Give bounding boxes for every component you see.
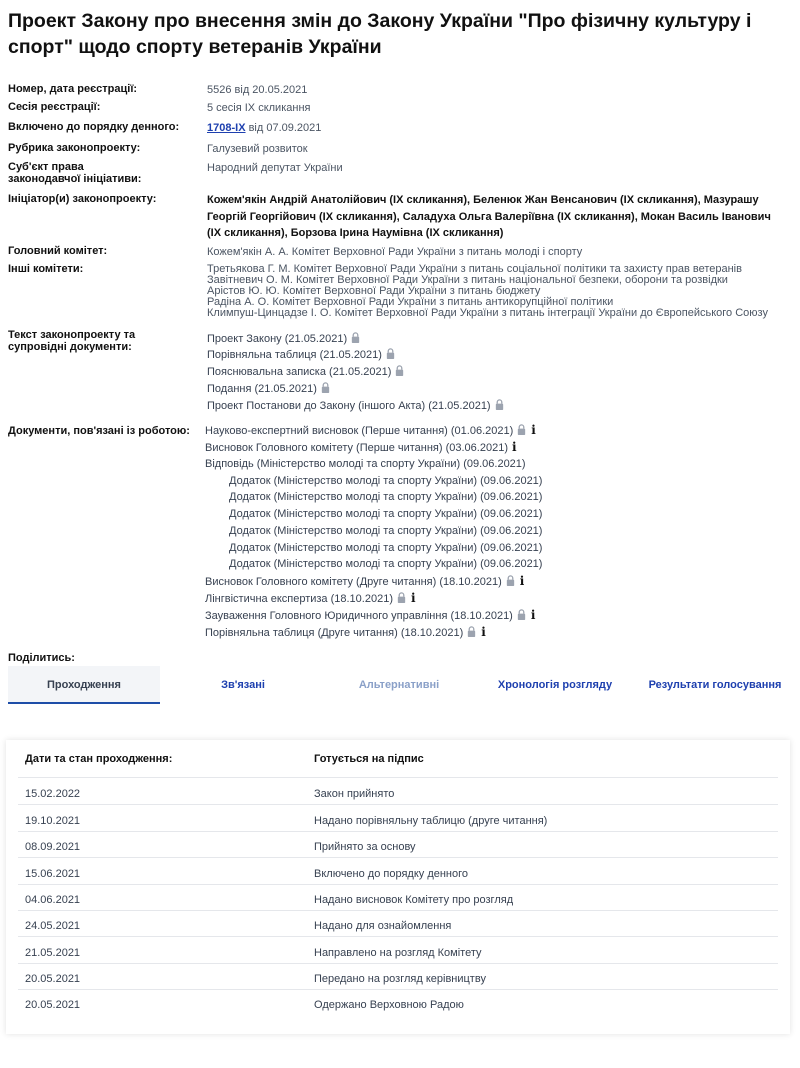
table-row <box>18 778 778 805</box>
lock-icon <box>396 592 407 603</box>
session-label: Сесія реєстрації: <box>8 101 101 113</box>
session-value: 5 сесія IX скликання <box>207 102 311 114</box>
lock-icon <box>494 399 505 410</box>
table-header <box>18 740 778 778</box>
doc-link[interactable]: Порівняльна таблиця (Друге читання) (18.10.2021) <box>205 627 464 639</box>
doc-link[interactable]: Додаток (Міністерство молоді та спорту України) (09.06.2021) <box>229 491 543 503</box>
lock-icon <box>350 332 361 343</box>
table-row <box>18 805 778 832</box>
other-committee-item: Радіна А. О. Комітет Верховної Ради України з питань антикорупційної політики <box>207 296 614 308</box>
doc-link[interactable]: Додаток (Міністерство молоді та спорту України) (09.06.2021) <box>229 542 543 554</box>
other-committees-list <box>207 264 797 319</box>
row-status: Прийнято за основу <box>314 841 416 853</box>
tab-passage[interactable]: Проходження <box>8 666 160 704</box>
lock-icon <box>516 609 527 620</box>
tabs-bar <box>8 666 792 704</box>
table-row <box>18 937 778 964</box>
table-row <box>18 884 778 911</box>
work-doc-item[interactable] <box>205 423 536 438</box>
subject-value: Народний депутат України <box>207 162 343 174</box>
main-committee-value: Кожем'якін А. А. Комітет Верховної Ради України з питань молоді і спорту <box>207 246 583 258</box>
rubric-value: Галузевий розвиток <box>207 143 308 155</box>
doc-link[interactable]: Проект Постанови до Закону (іншого Акта) (21.05.2021) <box>207 400 491 412</box>
header-status: Готується на підпис <box>314 753 424 765</box>
other-committee-item: Климпуш-Цинцадзе І. О. Комітет Верховної Ради України з питань інтеграції України до Європейського Союзу <box>207 307 768 319</box>
work-doc-item[interactable] <box>229 524 542 538</box>
doc-link[interactable]: Проект Закону (21.05.2021) <box>207 333 348 345</box>
table-row <box>18 910 778 937</box>
doc-item[interactable] <box>207 399 505 413</box>
doc-link[interactable]: Додаток (Міністерство молоді та спорту України) (09.06.2021) <box>229 558 543 570</box>
doc-link[interactable]: Науково-експертний висновок (Перше читання) (01.06.2021) <box>205 425 514 437</box>
tab-voting-results[interactable]: Результати голосування <box>648 679 782 691</box>
row-date: 20.05.2021 <box>25 973 81 985</box>
row-status: Надано висновок Комітету про розгляд <box>314 894 514 906</box>
docs-label: Текст законопроекту та супровідні документи: <box>8 329 136 353</box>
work-doc-item[interactable] <box>205 574 524 589</box>
row-date: 08.09.2021 <box>25 841 81 853</box>
row-status: Направлено на розгляд Комітету <box>314 947 482 959</box>
agenda-label: Включено до порядку денного: <box>8 121 180 133</box>
initiators-value: Кожем'якін Андрій Анатолійович (IX скликання), Беленюк Жан Венсанович (IX скликання), Мазурашу Георгій Георгійович (IX скликання), Саладуха Ольга Валеріївна (IX скликання), Мокан Василь Іванович (IX скликання), Борзова Ірина Наумівна (IX скликання) <box>207 194 771 239</box>
info-icon[interactable]: i <box>531 423 536 437</box>
passage-panel <box>6 740 790 1034</box>
other-committees-label: Інші комітети: <box>8 263 84 275</box>
work-doc-item[interactable] <box>205 625 486 640</box>
doc-link[interactable]: Відповідь (Міністерство молоді та спорту України) (09.06.2021) <box>205 458 526 470</box>
other-committee-item: Арістов Ю. Ю. Комітет Верховної Ради України з питань бюджету <box>207 285 541 297</box>
tab-chronology[interactable]: Хронологія розгляду <box>497 679 613 691</box>
doc-link[interactable]: Висновок Головного комітету (Перше читання) (03.06.2021) <box>205 442 508 454</box>
subject-label: Суб'єкт права законодавчої ініціативи: <box>8 161 142 185</box>
info-icon[interactable]: i <box>519 574 525 588</box>
other-committee-item: Третьякова Г. М. Комітет Верховної Ради України з питань соціальної політики та захисту прав ветеранів <box>207 263 742 275</box>
row-date: 24.05.2021 <box>25 920 81 932</box>
reg-value: 5526 від 20.05.2021 <box>207 84 308 96</box>
agenda-link[interactable]: 1708-IX <box>207 122 246 134</box>
reg-label: Номер, дата реєстрації: <box>8 83 138 95</box>
work-doc-item[interactable] <box>205 457 526 471</box>
lock-icon <box>466 626 477 637</box>
initiators-label: Ініціатор(и) законопроекту: <box>8 193 157 205</box>
agenda-date: від 07.09.2021 <box>245 122 322 134</box>
doc-link[interactable]: Лінгвістична експертиза (18.10.2021) <box>205 593 393 605</box>
tab-related[interactable]: Зв'язані <box>221 679 265 691</box>
info-icon[interactable]: i <box>530 608 536 622</box>
doc-link[interactable]: Зауваження Головного Юридичного управління (18.10.2021) <box>205 610 513 622</box>
work-doc-item[interactable] <box>229 557 542 571</box>
table-row <box>18 963 778 990</box>
doc-link[interactable]: Висновок Головного комітету (Друге читання) (18.10.2021) <box>205 576 502 588</box>
info-icon[interactable]: i <box>511 440 517 454</box>
row-status: Надано для ознайомлення <box>314 920 452 932</box>
doc-link[interactable]: Додаток (Міністерство молоді та спорту України) (09.06.2021) <box>229 525 543 537</box>
row-date: 04.06.2021 <box>25 894 81 906</box>
row-date: 21.05.2021 <box>25 947 81 959</box>
doc-link[interactable]: Пояснювальна записка (21.05.2021) <box>207 366 392 378</box>
table-row <box>18 989 778 1015</box>
doc-item[interactable] <box>207 348 396 362</box>
info-icon[interactable]: i <box>410 591 416 605</box>
other-committee-item: Завітневич О. М. Комітет Верховної Ради України з питань національної безпеки, оборони та розвідки <box>207 274 728 286</box>
tab-alternative[interactable]: Альтернативні <box>358 679 440 691</box>
table-row <box>18 831 778 858</box>
work-docs-label: Документи, пов'язані із роботою: <box>8 425 190 437</box>
row-status: Передано на розгляд керівництву <box>314 973 486 985</box>
work-doc-item[interactable] <box>229 474 542 488</box>
lock-icon <box>385 348 396 359</box>
share-label: Поділитись: <box>8 652 75 664</box>
row-status: Закон прийнято <box>314 788 395 800</box>
work-doc-item[interactable] <box>205 440 517 455</box>
doc-item[interactable] <box>207 332 361 346</box>
doc-link[interactable]: Подання (21.05.2021) <box>207 383 317 395</box>
page-title: Проект Закону про внесення змін до Закону України "Про фізичну культуру і спорт" щодо спорту ветеранів України <box>8 10 752 58</box>
main-committee-label: Головний комітет: <box>8 245 108 257</box>
row-date: 15.02.2022 <box>25 788 81 800</box>
row-date: 20.05.2021 <box>25 999 81 1011</box>
row-date: 19.10.2021 <box>25 815 81 827</box>
work-doc-item[interactable] <box>205 591 416 606</box>
row-status: Включено до порядку денного <box>314 868 469 880</box>
doc-item[interactable] <box>207 365 405 379</box>
work-doc-item[interactable] <box>205 608 535 623</box>
header-dates: Дати та стан проходження: <box>25 753 173 765</box>
lock-icon <box>394 365 405 376</box>
rubric-label: Рубрика законопроекту: <box>8 142 141 154</box>
row-status: Надано порівняльну таблицю (друге читання) <box>314 815 548 827</box>
work-doc-item[interactable] <box>229 490 542 504</box>
work-doc-item[interactable] <box>229 507 542 521</box>
table-row <box>18 858 778 885</box>
doc-item[interactable] <box>207 382 331 396</box>
doc-link[interactable]: Додаток (Міністерство молоді та спорту України) (09.06.2021) <box>229 475 543 487</box>
agenda-value <box>207 122 797 134</box>
doc-link[interactable]: Порівняльна таблиця (21.05.2021) <box>207 349 382 361</box>
lock-icon <box>505 575 516 586</box>
lock-icon <box>320 382 331 393</box>
info-icon[interactable]: i <box>481 625 486 639</box>
work-doc-item[interactable] <box>229 541 542 555</box>
lock-icon <box>516 424 527 435</box>
row-status: Одержано Верховною Радою <box>314 999 464 1011</box>
row-date: 15.06.2021 <box>25 868 81 880</box>
doc-link[interactable]: Додаток (Міністерство молоді та спорту України) (09.06.2021) <box>229 508 543 520</box>
